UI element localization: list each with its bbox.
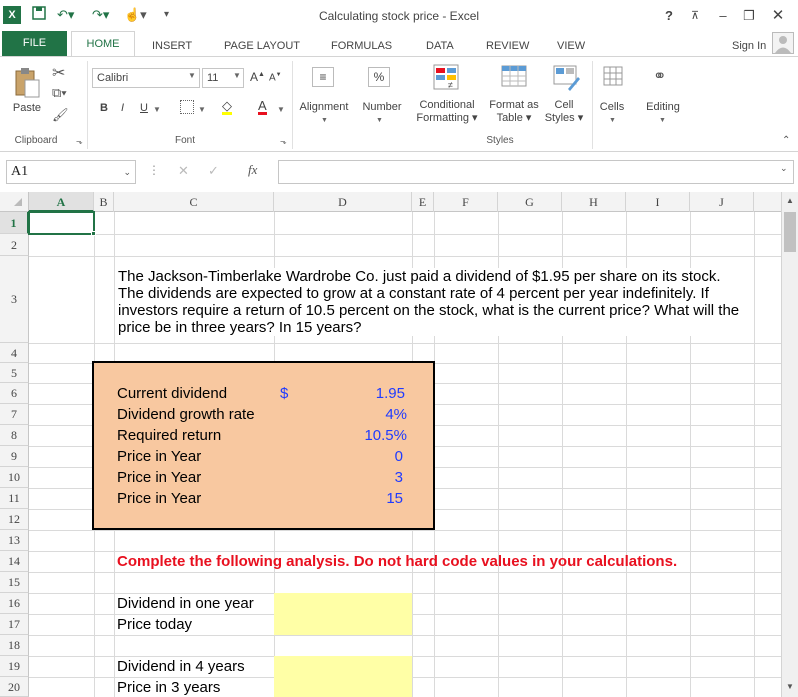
gridline (29, 256, 781, 257)
bold-button[interactable]: B (100, 102, 108, 114)
font-size-select[interactable]: 11 (202, 68, 244, 88)
analysis-label: Dividend in one year (117, 595, 254, 612)
analysis-label: Price in 3 years (117, 679, 221, 696)
chevron-down-icon[interactable]: ▼ (321, 117, 328, 124)
chevron-down-icon[interactable]: ▼ (277, 105, 285, 114)
column-header-a[interactable]: A (29, 192, 94, 212)
clipboard-group-label: Clipboard (14, 135, 58, 146)
instruction-text: Complete the following analysis. Do not hard code values in your calculations. (117, 553, 678, 570)
help-button[interactable]: ? (665, 8, 673, 23)
row-header-18[interactable]: 18 (0, 635, 29, 656)
column-header-j[interactable]: J (690, 192, 754, 212)
conditional-formatting-icon[interactable] (432, 63, 460, 91)
row-header-7[interactable]: 7 (0, 404, 29, 425)
column-headers (0, 192, 798, 212)
fill-handle[interactable] (91, 231, 96, 236)
redo-icon[interactable]: ↷▾ (92, 7, 110, 22)
cells-icon[interactable] (602, 65, 624, 87)
input-label: Current dividend (117, 385, 228, 402)
divider (292, 61, 293, 149)
editing-button[interactable]: Editing (646, 101, 680, 113)
cancel-icon[interactable]: ✕ (178, 163, 189, 178)
row-header-15[interactable]: 15 (0, 572, 29, 593)
input-value[interactable]: 15 (386, 490, 403, 507)
formula-input[interactable] (278, 160, 794, 184)
row-header-17[interactable]: 17 (0, 614, 29, 635)
formula-bar-more-icon[interactable]: ⋮ (148, 163, 160, 177)
row-header-9[interactable]: 9 (0, 446, 29, 467)
font-name-select[interactable]: Calibri (92, 68, 200, 88)
conditional-label-2: Formatting ▾ (416, 112, 478, 124)
percent-icon[interactable]: % (368, 67, 390, 87)
touch-mode-icon[interactable]: ☝▾ (124, 7, 147, 22)
avatar[interactable] (772, 32, 794, 54)
row-header-4[interactable]: 4 (0, 343, 29, 363)
tab-home[interactable]: HOME (71, 31, 135, 57)
format-as-label: Format as (489, 99, 539, 111)
grow-font-icon[interactable]: A▲ (250, 70, 265, 84)
cell-styles-icon[interactable] (552, 63, 580, 91)
ribbon-display-options-icon[interactable]: ⊼ (690, 10, 700, 22)
input-value[interactable]: 1.95 (375, 385, 405, 402)
row-header-19[interactable]: 19 (0, 656, 29, 677)
chevron-down-icon[interactable]: ▼ (376, 117, 383, 124)
chevron-down-icon[interactable]: ▼ (198, 105, 206, 114)
column-header-c[interactable]: C (114, 192, 274, 212)
column-header-i[interactable]: I (626, 192, 690, 212)
gridline (754, 212, 755, 697)
column-header-b[interactable]: B (94, 192, 114, 212)
answer-cell[interactable] (274, 593, 412, 635)
problem-text: The Jackson-Timberlake Wardrobe Co. just paid a dividend of $1.95 per share on its stock. The dividends are expected to grow at a constant rate of 4 percent per year indefinitely. If investors require a return of 10.5 percent on the stock, what is the current price? What will the price be in three years? In 15 years? (118, 268, 748, 336)
conditional-formatting-button[interactable] (412, 99, 482, 125)
column-header-e[interactable]: E (412, 192, 434, 212)
row-header-16[interactable]: 16 (0, 593, 29, 614)
input-value[interactable]: 4% (385, 406, 407, 423)
selected-cell-a1[interactable] (28, 211, 95, 235)
input-label: Dividend growth rate (117, 406, 255, 423)
tab-formulas[interactable]: FORMULAS (331, 40, 393, 52)
shrink-font-icon[interactable]: A▼ (269, 72, 282, 84)
format-painter-icon[interactable]: 🖌 (52, 107, 69, 122)
row-header-1[interactable]: 1 (0, 212, 29, 234)
row-header-2[interactable]: 2 (0, 234, 29, 256)
excel-logo-icon: X (3, 6, 21, 24)
scroll-thumb[interactable] (784, 212, 796, 252)
cut-icon[interactable]: ✂ (52, 65, 66, 82)
dialog-launcher-icon[interactable]: ⬎ (280, 137, 287, 146)
answer-cell[interactable] (274, 656, 412, 697)
cell-label-2: Styles ▾ (544, 112, 584, 124)
alignment-button[interactable]: Alignment (299, 101, 349, 113)
paste-icon[interactable] (12, 65, 42, 99)
dialog-launcher-icon[interactable]: ⬎ (76, 137, 83, 146)
borders-icon[interactable] (180, 100, 194, 114)
customize-qat-icon[interactable]: ▾ (164, 9, 170, 20)
scroll-up-icon[interactable]: ▲ (786, 196, 794, 205)
input-label: Required return (117, 427, 222, 444)
name-box-value: A1 (11, 164, 29, 179)
gridline (29, 572, 781, 573)
insert-function-icon[interactable]: fx (248, 162, 258, 177)
format-as-table-icon[interactable] (500, 63, 530, 91)
vertical-scrollbar[interactable] (781, 192, 798, 697)
svg-text:≠: ≠ (448, 80, 453, 90)
tab-insert[interactable]: INSERT (152, 40, 193, 52)
expand-formula-bar-icon[interactable]: ⌄ (780, 163, 788, 173)
currency-symbol: $ (280, 385, 289, 402)
analysis-label: Price today (117, 616, 193, 633)
alignment-icon[interactable]: ≡ (312, 67, 334, 87)
input-value[interactable]: 3 (394, 469, 403, 486)
tab-file[interactable]: FILE (2, 31, 67, 56)
chevron-down-icon[interactable]: ▼ (153, 105, 161, 114)
gridline (29, 530, 781, 531)
row-header-8[interactable]: 8 (0, 425, 29, 446)
undo-icon[interactable]: ↶▾ (57, 7, 75, 22)
column-header-h[interactable]: H (562, 192, 626, 212)
fill-color-icon[interactable]: ◇ (222, 98, 232, 113)
chevron-down-icon[interactable]: ▼ (233, 71, 241, 80)
column-header-f[interactable]: F (434, 192, 498, 212)
input-label: Price in Year (117, 469, 202, 486)
tab-page-layout[interactable]: PAGE LAYOUT (224, 40, 301, 52)
underline-button[interactable]: U (140, 102, 148, 114)
formula-bar (0, 152, 798, 192)
font-group-label: Font (174, 135, 195, 146)
chevron-down-icon[interactable]: ▼ (659, 117, 666, 124)
row-header-3[interactable]: 3 (0, 256, 29, 343)
name-box[interactable] (6, 160, 136, 184)
row-header-6[interactable]: 6 (0, 383, 29, 404)
restore-button[interactable]: ❐ (743, 8, 755, 23)
cell-label: Cell (554, 99, 574, 111)
enter-icon[interactable]: ✓ (208, 163, 219, 178)
sign-in-link[interactable]: Sign In (732, 40, 767, 52)
chevron-down-icon[interactable]: ▼ (188, 71, 196, 80)
input-value[interactable]: 10.5% (364, 427, 407, 444)
styles-group-label: Styles (486, 135, 514, 146)
font-color-icon[interactable]: A (258, 98, 267, 113)
chevron-down-icon[interactable]: ▼ (609, 117, 616, 124)
divider (87, 61, 88, 149)
scroll-down-icon[interactable]: ▼ (786, 682, 794, 691)
tab-review[interactable]: REVIEW (486, 40, 530, 52)
gridline (29, 343, 781, 344)
format-as-table-button[interactable] (484, 99, 544, 125)
cells-button[interactable]: Cells (599, 101, 625, 113)
column-header-d[interactable]: D (274, 192, 412, 212)
row-header-13[interactable]: 13 (0, 530, 29, 551)
copy-icon[interactable]: ⧉▾ (52, 85, 67, 100)
gridline (29, 635, 781, 636)
cell-styles-button[interactable] (540, 99, 588, 125)
input-label: Price in Year (117, 448, 202, 465)
italic-button[interactable]: I (121, 102, 125, 114)
collapse-ribbon-icon[interactable]: ⌃ (782, 135, 791, 146)
title-bar (0, 0, 798, 30)
conditional-label: Conditional (419, 99, 475, 111)
binoculars-icon[interactable]: ⚭ (653, 68, 667, 85)
ribbon (0, 56, 798, 152)
input-value[interactable]: 0 (394, 448, 403, 465)
tab-data[interactable]: DATA (426, 40, 454, 52)
column-header-g[interactable]: G (498, 192, 562, 212)
format-as-label-2: Table ▾ (496, 112, 532, 124)
gridline (29, 234, 781, 235)
input-label: Price in Year (117, 490, 202, 507)
divider (592, 61, 593, 149)
chevron-down-icon[interactable]: ⌄ (123, 167, 131, 177)
tab-view[interactable]: VIEW (557, 40, 586, 52)
row-header-12[interactable]: 12 (0, 509, 29, 530)
window-title: Calculating stock price - Excel (318, 9, 480, 23)
analysis-label: Dividend in 4 years (117, 658, 245, 675)
close-button[interactable]: ✕ (771, 7, 785, 24)
row-header-14[interactable]: 14 (0, 551, 29, 572)
row-header-11[interactable]: 11 (0, 488, 29, 509)
select-all-corner[interactable] (0, 192, 29, 212)
row-header-5[interactable]: 5 (0, 363, 29, 383)
paste-button[interactable]: Paste (12, 102, 42, 114)
number-button[interactable]: Number (362, 101, 402, 113)
row-header-20[interactable]: 20 (0, 677, 29, 697)
minimize-button[interactable]: – (719, 8, 727, 23)
row-header-10[interactable]: 10 (0, 467, 29, 488)
